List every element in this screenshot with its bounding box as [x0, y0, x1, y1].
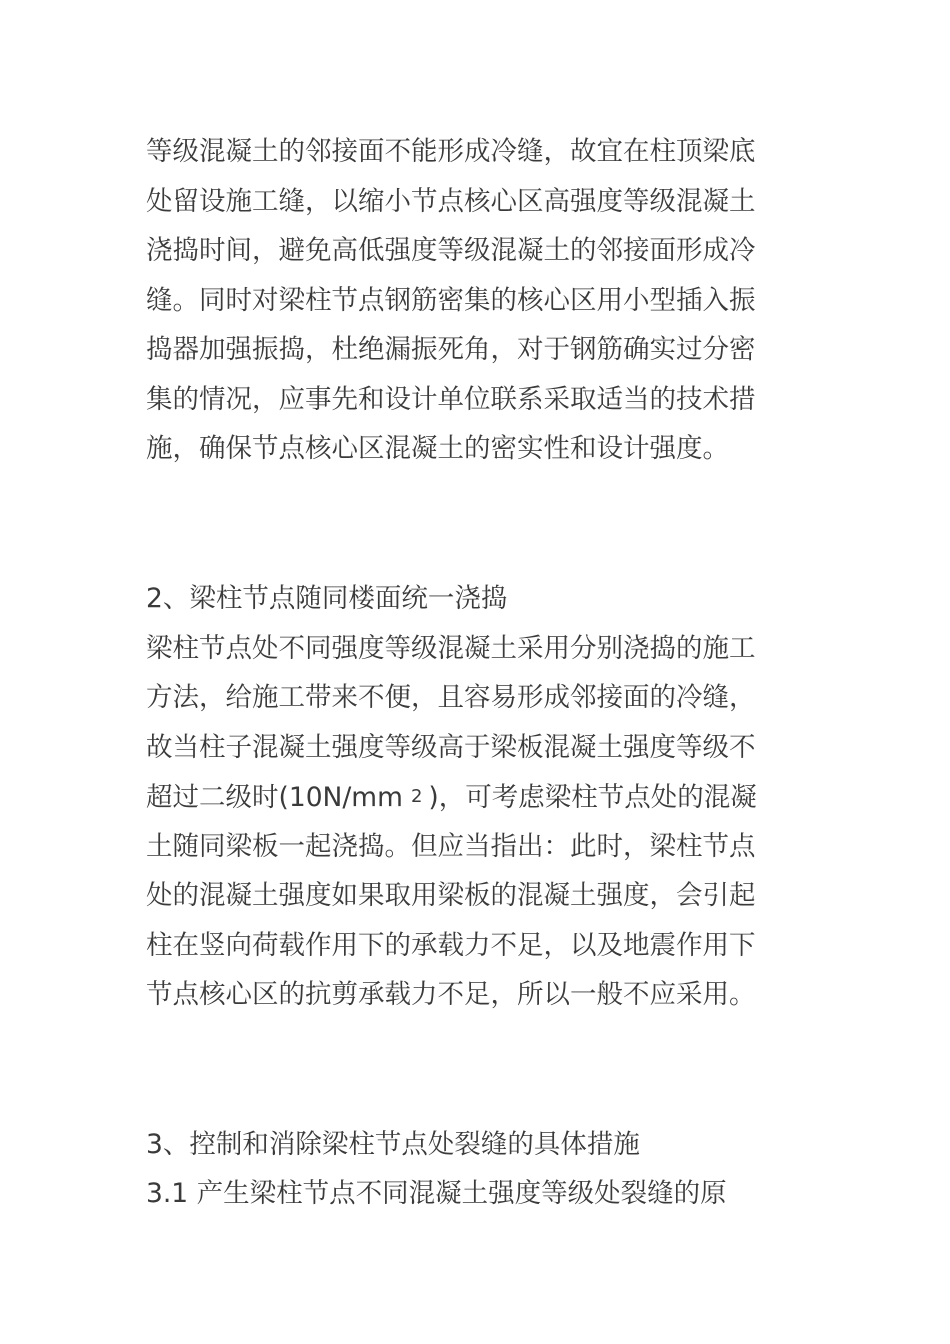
section-heading-2: 2、梁柱节点随同楼面统一浇捣	[146, 583, 508, 614]
subsection-heading-3-1: 3.1 产生梁柱节点不同混凝土强度等级处裂缝的原	[146, 1178, 727, 1209]
text-after-unit: )，可考虑梁柱节点处的混凝	[428, 782, 757, 813]
paragraph-line: 柱在竖向荷载作用下的承载力不足，以及地震作用下	[146, 930, 756, 961]
paragraph-line: 土随同梁板一起浇捣。但应当指出：此时，梁柱节点	[146, 831, 756, 862]
paragraph-line: 梁柱节点处不同强度等级混凝土采用分别浇捣的施工	[146, 633, 756, 664]
text-before-unit: 超过二级时(10N/mm	[146, 782, 403, 813]
paragraph-line: 集的情况，应事先和设计单位联系采取适当的技术措	[146, 384, 756, 415]
paragraph-line: 捣器加强振捣，杜绝漏振死角，对于钢筋确实过分密	[146, 334, 756, 365]
unit-superscript: 2	[410, 786, 423, 807]
paragraph-line: 缝。同时对梁柱节点钢筋密集的核心区用小型插入振	[146, 285, 756, 316]
paragraph-line: 处留设施工缝，以缩小节点核心区高强度等级混凝土	[146, 186, 756, 217]
section-heading-3: 3、控制和消除梁柱节点处裂缝的具体措施	[146, 1129, 640, 1160]
paragraph-line: 故当柱子混凝土强度等级高于梁板混凝土强度等级不	[146, 732, 756, 763]
paragraph-line-with-superscript	[146, 777, 757, 817]
paragraph-line: 处的混凝土强度如果取用梁板的混凝土强度，会引起	[146, 880, 756, 911]
paragraph-line: 节点核心区的抗剪承载力不足，所以一般不应采用。	[146, 979, 756, 1010]
paragraph-line: 浇捣时间，避免高低强度等级混凝土的邻接面形成冷	[146, 235, 756, 266]
paragraph-line: 方法，给施工带来不便，且容易形成邻接面的冷缝，	[146, 682, 756, 713]
paragraph-line: 等级混凝土的邻接面不能形成冷缝，故宜在柱顶梁底	[146, 136, 756, 167]
paragraph-line: 施，确保节点核心区混凝土的密实性和设计强度。	[146, 433, 729, 464]
